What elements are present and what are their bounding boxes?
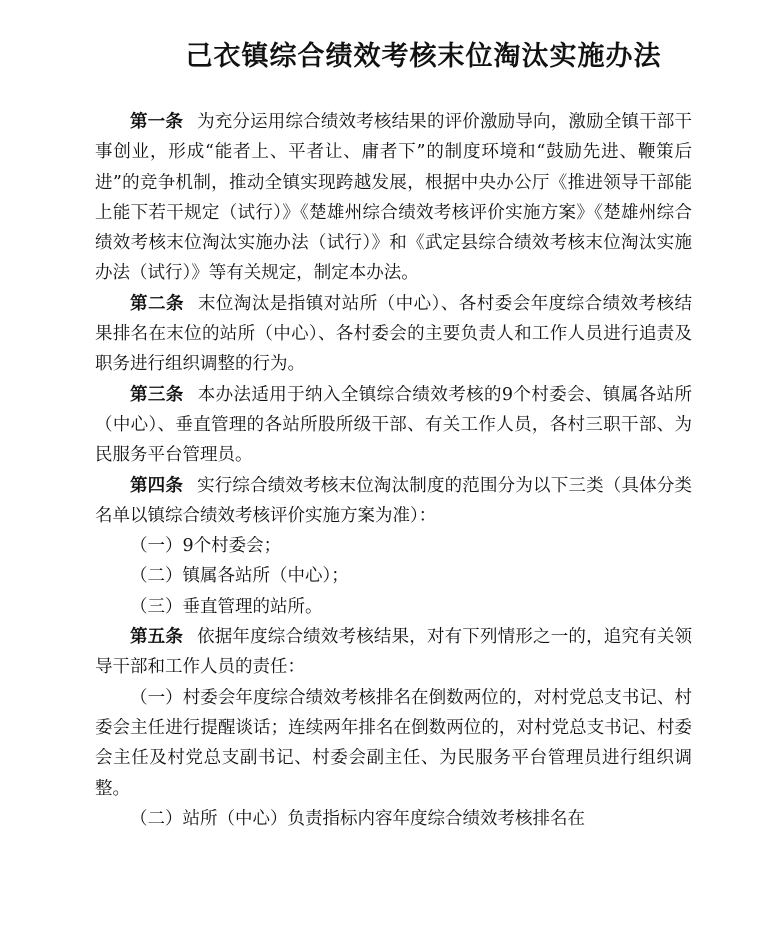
article-text: 本办法适用于纳入全镇综合绩效考核的9个村委会、镇属各站所（中心）、垂直管理的各站所股所级干部、有关工作人员，各村三职干部、为民服务平台管理员。 (95, 384, 692, 466)
article-text: 实行综合绩效考核末位淘汰制度的范围分为以下三类（具体分类名单以镇综合绩效考核评价实施方案为准）： (95, 475, 693, 526)
article-4-item: （一）9个村委会； (130, 536, 282, 557)
article-2 (95, 289, 692, 380)
article-4-item: （三）垂直管理的站所。 (130, 596, 323, 617)
article-4 (95, 471, 692, 532)
article-5-item: （二）站所（中心）负责指标内容年度综合绩效考核排名在 (130, 808, 585, 829)
document-title: 己衣镇综合绩效考核末位淘汰实施办法 (185, 41, 662, 72)
article-5 (95, 622, 692, 683)
article-label: 第四条 (130, 475, 184, 496)
article-3 (95, 380, 692, 471)
article-text: 依据年度综合绩效考核结果，对有下列情形之一的，追究有关领导干部和工作人员的责任： (95, 627, 693, 678)
article-1 (95, 107, 692, 289)
article-4-item: （二）镇属各站所（中心）； (130, 566, 349, 587)
article-label: 第三条 (130, 384, 184, 405)
article-text: 为充分运用综合绩效考核结果的评价激励导向，激励全镇干部干事创业，形成“能者上、平者让、庸者下”的制度环境和“鼓励先进、鞭策后进”的竞争机制，推动全镇实现跨越发展，根据中央办公厅《推进领导干部能上能下若干规定（试行）》《楚雄州综合绩效考核评价实施方案》《楚雄州综合绩效考核末位淘汰实施办法（试行）》和《武定县综合绩效考核末位淘汰实施办法（试行）》等有关规定，制定本办法。 (95, 112, 693, 284)
article-label: 第二条 (130, 293, 184, 314)
article-label: 第一条 (130, 112, 184, 132)
article-text: 末位淘汰是指镇对站所（中心）、各村委会年度综合绩效考核结果排名在末位的站所（中心）、各村委会的主要负责人和工作人员进行追责及职务进行组织调整的行为。 (95, 293, 693, 375)
article-label: 第五条 (130, 627, 184, 648)
article-5-item: （一）村委会年度综合绩效考核排名在倒数两位的，对村党总支书记、村委会主任进行提醒谈话；连续两年排名在倒数两位的，对村党总支书记、村委会主任及村党总支副书记、村委会副主任、为民服务平台管理员进行组织调整。 (95, 687, 692, 799)
